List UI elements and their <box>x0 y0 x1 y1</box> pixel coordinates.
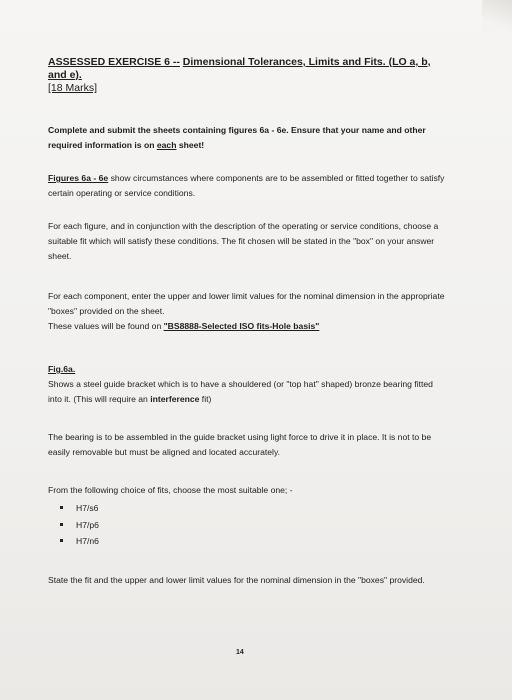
fig-6a-emphasis: interference <box>150 394 200 404</box>
fit-options-list <box>48 501 448 549</box>
title-prefix: ASSESSED EXERCISE 6 -- <box>48 56 180 68</box>
exercise-title <box>48 56 448 82</box>
fit-option <box>60 518 448 533</box>
figures-text: show circumstances where components are to be assembled or fitted together to satisfy certain operating or service conditions. <box>48 173 445 198</box>
for-each-component-paragraph: For each component, enter the upper and lower limit values for the nominal dimension in the appropriate "boxes" provided on the sheet. <box>48 291 445 316</box>
fit-option <box>60 501 448 516</box>
figures-label: Figures 6a - 6e <box>48 173 109 183</box>
values-source-reference: "BS8888-Selected ISO fits-Hole basis" <box>163 321 320 331</box>
fit-option-label: H7/p6 <box>76 519 99 530</box>
page-fold-corner <box>482 0 512 34</box>
bullet-icon <box>60 539 63 542</box>
values-source-line <box>48 319 448 334</box>
bullet-icon <box>60 506 63 509</box>
figures-intro <box>48 171 448 201</box>
values-source-pre: These values will be found on <box>48 321 164 331</box>
instruction-emphasis: each <box>156 140 177 150</box>
fit-choice-prompt: From the following choice of fits, choose the most suitable one; - <box>48 485 293 495</box>
for-each-figure-paragraph: For each figure, and in conjunction with the description of the operating or service conditions, choose a suitable fit which will satisfy these conditions. The fit chosen will be stated in the "box" on your answer sheet. <box>48 221 439 261</box>
fig-6a-text-pre: Shows a steel guide bracket which is to have a shouldered (or "top hat" shaped) bronze bearing fitted into it. (This will require an <box>48 379 433 404</box>
submission-instruction <box>48 123 448 153</box>
title-main: Dimensional Tolerances, Limits and Fits. (LO a, b, and e). <box>48 56 431 81</box>
page-content <box>48 56 448 588</box>
instruction-post: sheet! <box>176 140 205 150</box>
fig-6a-heading: Fig.6a. <box>48 364 76 374</box>
state-fit-instruction: State the fit and the upper and lower limit values for the nominal dimension in the "boxes" provided. <box>48 575 425 585</box>
bearing-assembly-paragraph: The bearing is to be assembled in the guide bracket using light force to drive it in place. It is not to be easily removable but must be aligned and located accurately. <box>48 432 432 457</box>
page-number: 14 <box>236 649 244 656</box>
fit-option-label: H7/s6 <box>76 503 99 513</box>
bullet-icon <box>60 523 63 526</box>
fit-option-label: H7/n6 <box>76 536 99 546</box>
marks-label: [18 Marks] <box>48 82 98 94</box>
fig-6a-description <box>48 377 448 407</box>
fit-option <box>60 534 448 549</box>
instruction-pre: Complete and submit the sheets containing figures 6a - 6e. Ensure that your name and other required information is on <box>48 125 426 150</box>
fig-6a-text-post: fit) <box>199 394 212 404</box>
